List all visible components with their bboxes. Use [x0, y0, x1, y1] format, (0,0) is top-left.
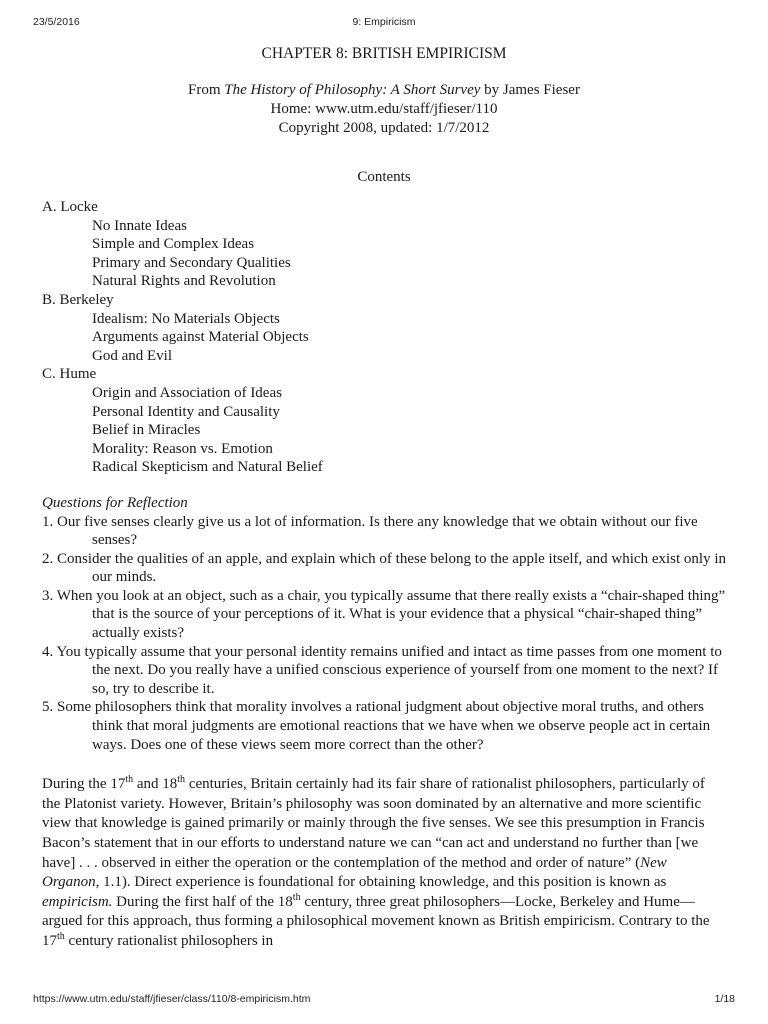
paragraph-text: 1.1). Direct experience is foundational for obtaining knowledge, and this position is known as: [99, 874, 667, 891]
question-item: 3. When you look at an object, such as a chair, you typically assume that there really exists a “chair-shaped thing” that is the source of your perceptions of it. What is your evidence that a physical “chair-shaped thing” actually exists?: [42, 587, 726, 642]
citation-title: New Organon,: [42, 854, 667, 891]
toc-section: C. Hume: [42, 366, 97, 383]
toc-item: Natural Rights and Revolution: [92, 273, 276, 290]
toc-item: God and Evil: [92, 347, 172, 364]
print-page-number: 1/18: [714, 993, 735, 1005]
paragraph-text: and 18: [133, 776, 178, 793]
print-header: [33, 16, 735, 32]
toc-item: Morality: Reason vs. Emotion: [92, 440, 273, 457]
toc-section: B. Berkeley: [42, 291, 114, 308]
print-url: https://www.utm.edu/staff/jfieser/class/110/8-empiricism.htm: [33, 993, 311, 1005]
paragraph-text: During the first half of the 18: [112, 893, 293, 910]
question-item: 1. Our five senses clearly give us a lot of information. Is there any knowledge that we obtain without our five senses?: [42, 513, 698, 549]
toc-item: Idealism: No Materials Objects: [92, 310, 280, 327]
toc-section: A. Locke: [42, 199, 98, 215]
paragraph-text: During the 17: [42, 776, 126, 793]
toc-item: Arguments against Material Objects: [92, 329, 309, 346]
ordinal-suffix: th: [57, 930, 65, 942]
source-line: [42, 81, 726, 100]
chapter-title: CHAPTER 8: BRITISH EMPIRICISM: [261, 45, 507, 62]
questions-heading: Questions for Reflection: [42, 494, 188, 511]
paragraph-text: centuries, Britain certainly had its fair share of rationalist philosophers, particularly of the Platonist variety. However, Britain’s philosophy was soon dominated by an alternative and more scientific view that knowledge is gained primarily or mainly through the five senses. We see this presumption in Francis Bacon’s statement that in our efforts to understand nature we can “can act and understand no further than [we have] . . . observed in either the operation or the contemplation of the method and order of nature” (: [42, 776, 705, 871]
toc-item: Primary and Secondary Qualities: [92, 254, 291, 271]
paragraph-text: century, three great philosophers—Locke, Berkeley and Hume—argued for this approach, thus forming a philosophical movement known as British empiricism. Contrary to the 17: [42, 893, 710, 949]
toc-item: Origin and Association of Ideas: [92, 384, 282, 401]
document-content: [42, 44, 726, 952]
toc-item: Personal Identity and Causality: [92, 403, 280, 420]
question-item: 2. Consider the qualities of an apple, and explain which of these belong to the apple itself, and which exist only in our minds.: [42, 550, 727, 586]
print-page-title: 9: Empiricism: [352, 16, 416, 28]
source-author: by James Fieser: [480, 82, 580, 98]
home-line: Home: www.utm.edu/staff/jfieser/110: [270, 101, 498, 117]
copyright-line: Copyright 2008, updated: 1/7/2012: [278, 120, 490, 136]
print-footer: [33, 993, 735, 1009]
question-item: 4. You typically assume that your personal identity remains unified and intact as time passes from one moment to the next. Do you really have a unified conscious experience of yourself from one moment to the next? If so, try to describe it.: [42, 643, 722, 697]
intro-paragraph: [42, 775, 726, 951]
toc-item: Radical Skepticism and Natural Belief: [92, 459, 323, 476]
book-title: The History of Philosophy: A Short Survey: [224, 82, 481, 98]
source-block: [42, 81, 726, 138]
ordinal-suffix: th: [177, 774, 186, 786]
ordinal-suffix: th: [292, 891, 301, 903]
contents-heading: Contents: [357, 169, 411, 185]
print-date: 23/5/2016: [33, 16, 80, 28]
key-term: empiricism.: [42, 893, 113, 910]
question-item: 5. Some philosophers think that morality involves a rational judgment about objective moral truths, and others think that moral judgments are emotional reactions that we have when we observe people act in certain ways. Does one of these views seem more correct than the other?: [42, 699, 711, 753]
toc-item: Belief in Miracles: [92, 422, 201, 439]
paragraph-text: century rationalist philosophers in: [64, 932, 274, 949]
ordinal-suffix: th: [125, 774, 134, 786]
toc-item: Simple and Complex Ideas: [92, 236, 255, 253]
toc-item: No Innate Ideas: [92, 217, 187, 234]
source-from: From: [188, 82, 225, 98]
questions-list: [42, 513, 726, 755]
table-of-contents: [42, 198, 726, 477]
